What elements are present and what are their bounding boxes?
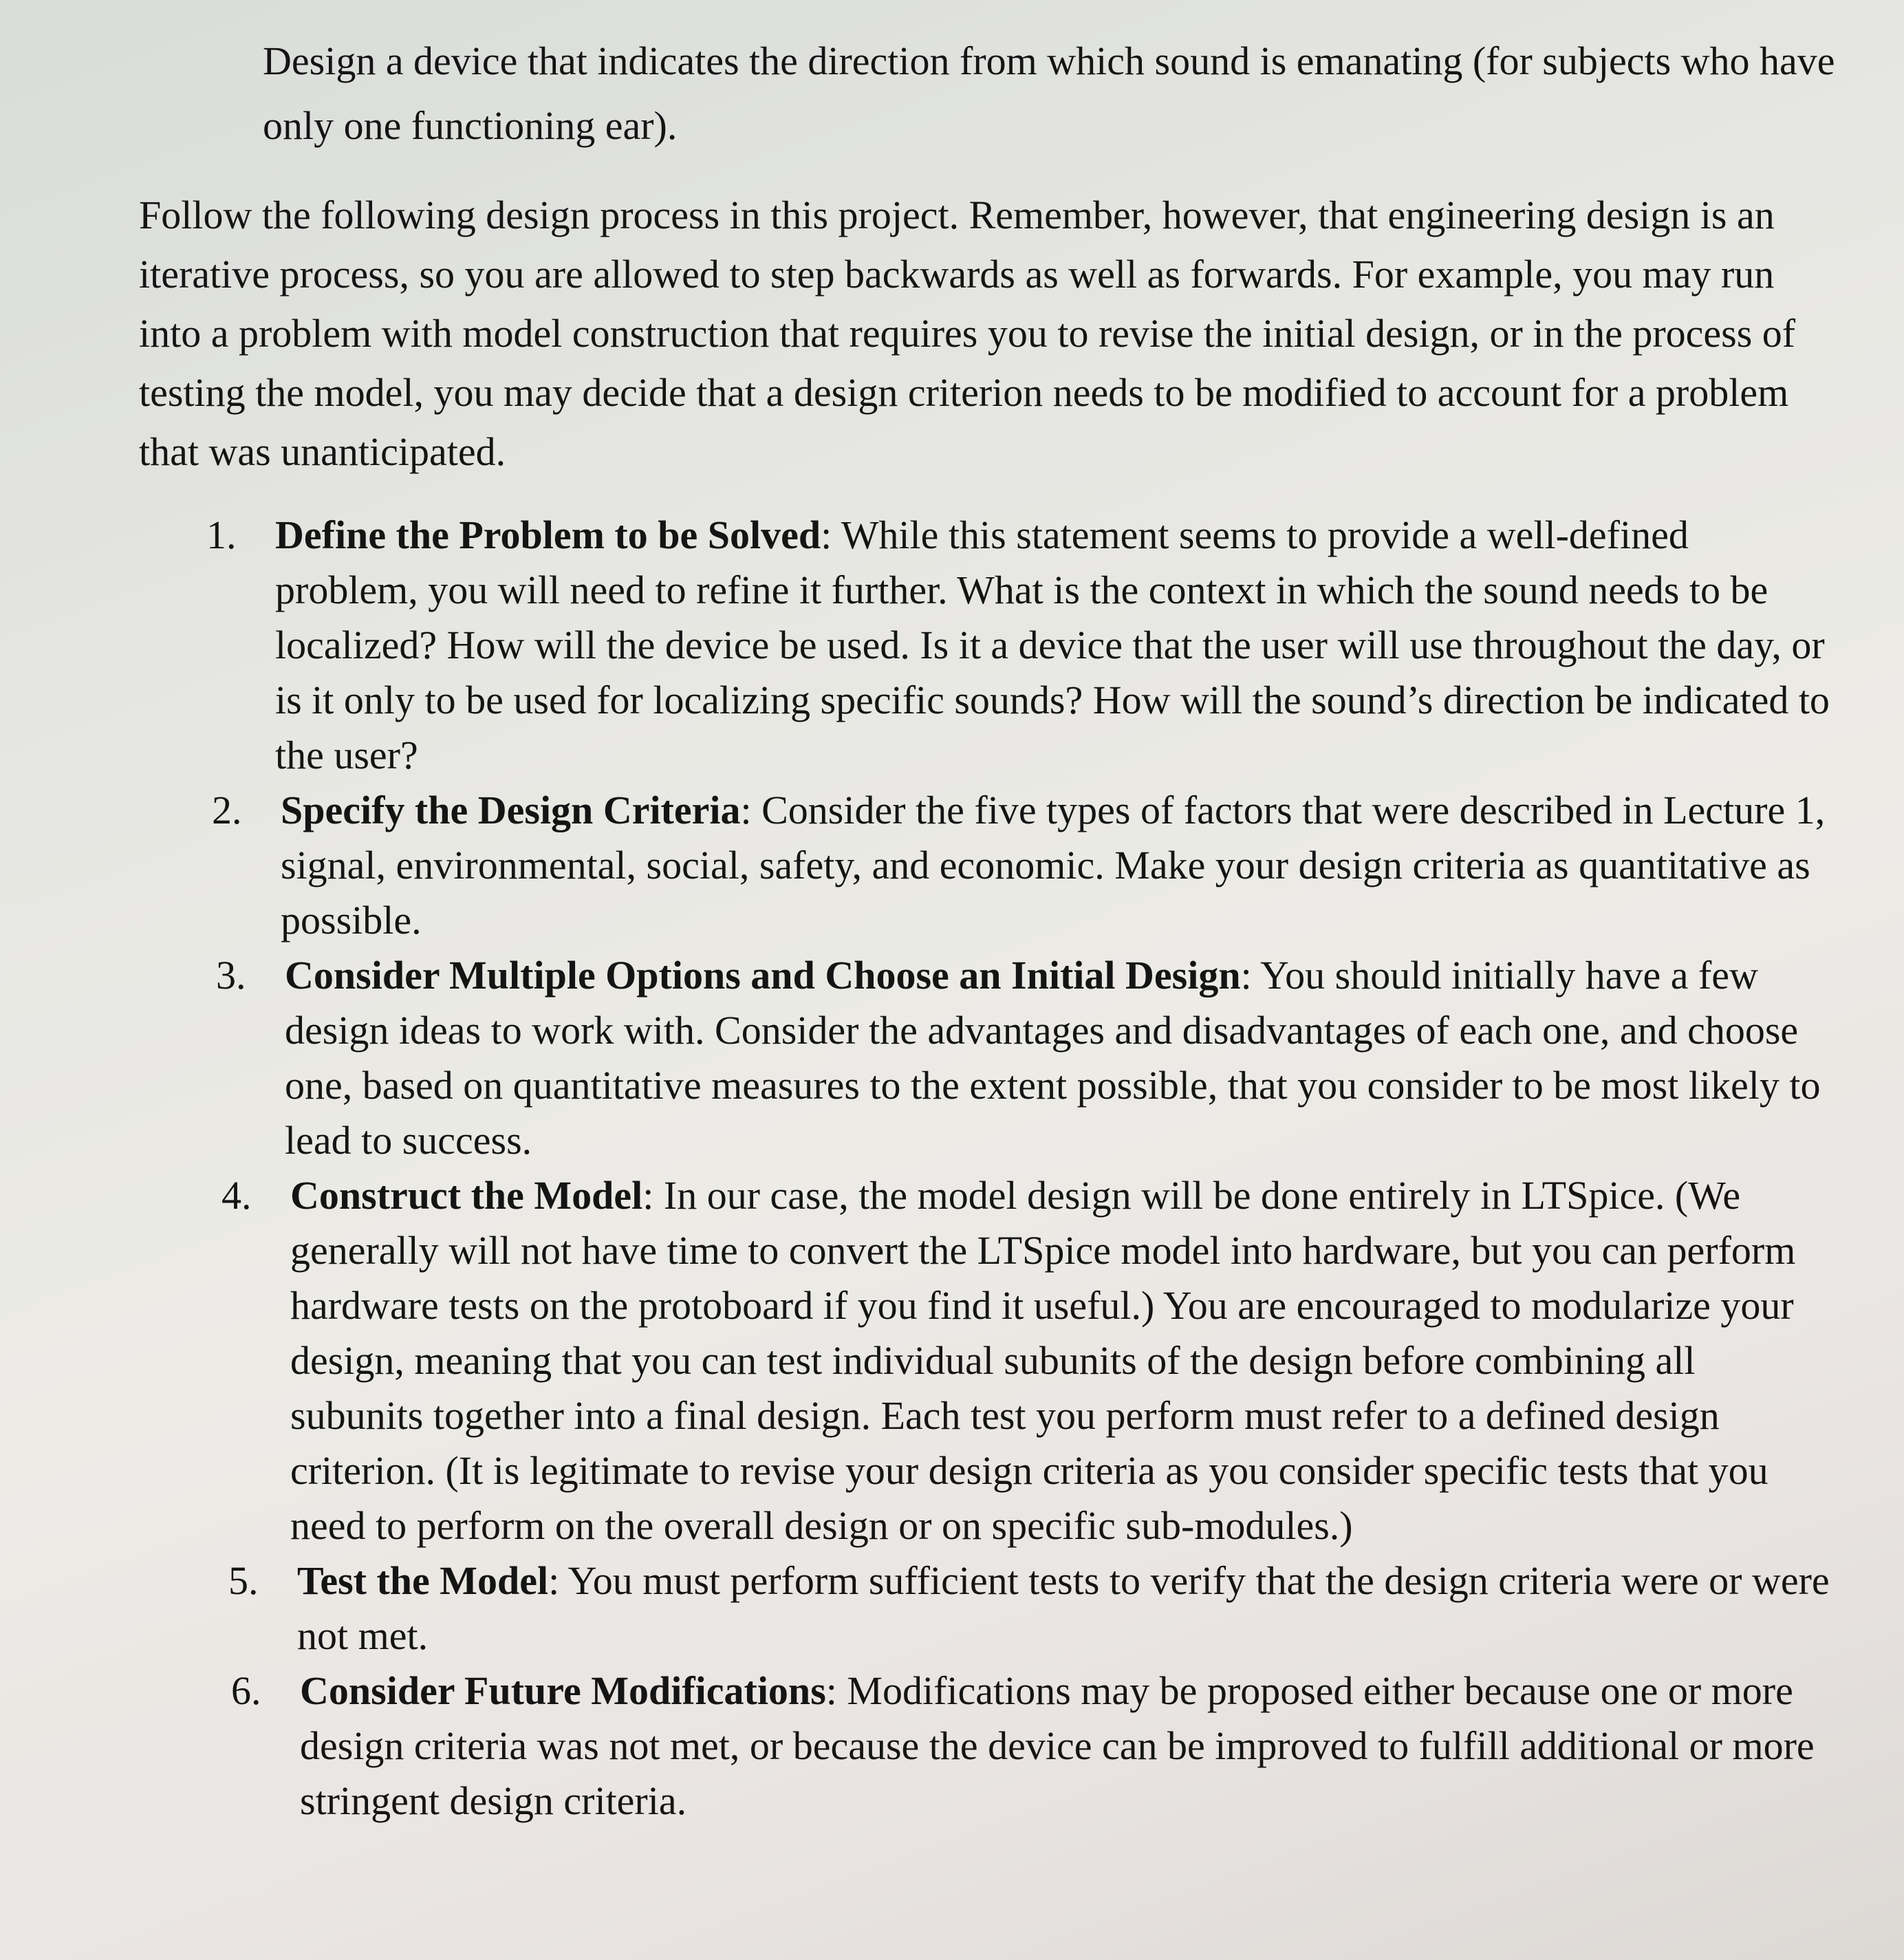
step-number: 5. [228,1558,259,1603]
step-title: Define the Problem to be Solved [275,513,821,557]
list-item [216,948,1830,1168]
list-item [228,1553,1830,1663]
step-title: Consider Multiple Options and Choose an Initial Design [285,953,1241,998]
list-item [212,783,1830,948]
step-title: Specify the Design Criteria [281,788,741,832]
list-item [206,508,1830,783]
step-title: Construct the Model [290,1173,643,1218]
step-body: : Consider the five types of factors that were described in Lecture 1, signal, environmental, social, safety, and economic. Make your design criteria as quantitative as possible. [281,788,1826,943]
step-title: Consider Future Modifications [300,1668,826,1713]
step-number: 1. [206,513,237,557]
step-body: : In our case, the model design will be done entirely in LTSpice. (We generally will not have time to convert the LTSpice model into hardware, but you can perform hardware tests on the protoboard if you find it useful.) You are encouraged to modularize your design, meaning that you can test individual subunits of the design before combining all subunits together into a final design. Each test you perform must refer to a defined design criterion. (It is legitimate to revise your design criteria as you consider specific tests that you need to perform on the overall design or on specific sub-modules.) [290,1173,1796,1548]
step-body: : Modifications may be proposed either because one or more design criteria was not met, or because the device can be improved to fulfill additional or more stringent design criteria. [300,1668,1815,1823]
step-number: 3. [216,953,246,998]
list-item [231,1663,1830,1829]
step-number: 2. [212,788,242,832]
design-steps-list [206,508,1830,1829]
process-paragraph: Follow the following design process in this project. Remember, however, that engineering design is an iterative process, so you are allowed to step backwards as well as forwards. For example, you may run into a problem with model construction that requires you to revise the initial design, or in the process of testing the model, you may decide that a design criterion needs to be modified to account for a problem that was unanticipated. [139,193,1796,474]
step-body: : While this statement seems to provide a well-defined problem, you will need to refine it further. What is the context in which the sound needs to be localized? How will the device be used. Is it a device that the user will use throughout the day, or is it only to be used for localizing specific sounds? How will the sound’s direction be indicated to the user? [275,513,1830,777]
step-number: 6. [231,1668,261,1713]
step-body: : You should initially have a few design ideas to work with. Consider the advantages and disadvantages of each one, and choose one, based on quantitative measures to the extent possible, that you consider to be most likely to lead to success. [285,953,1821,1163]
intro-paragraph: Design a device that indicates the direction from which sound is emanating (for subjects who have only one functioning ear). [263,39,1835,148]
step-body: : You must perform sufficient tests to verify that the design criteria were or were not met. [297,1558,1830,1658]
step-number: 4. [221,1173,252,1218]
list-item [221,1168,1830,1553]
step-title: Test the Model [297,1558,549,1603]
